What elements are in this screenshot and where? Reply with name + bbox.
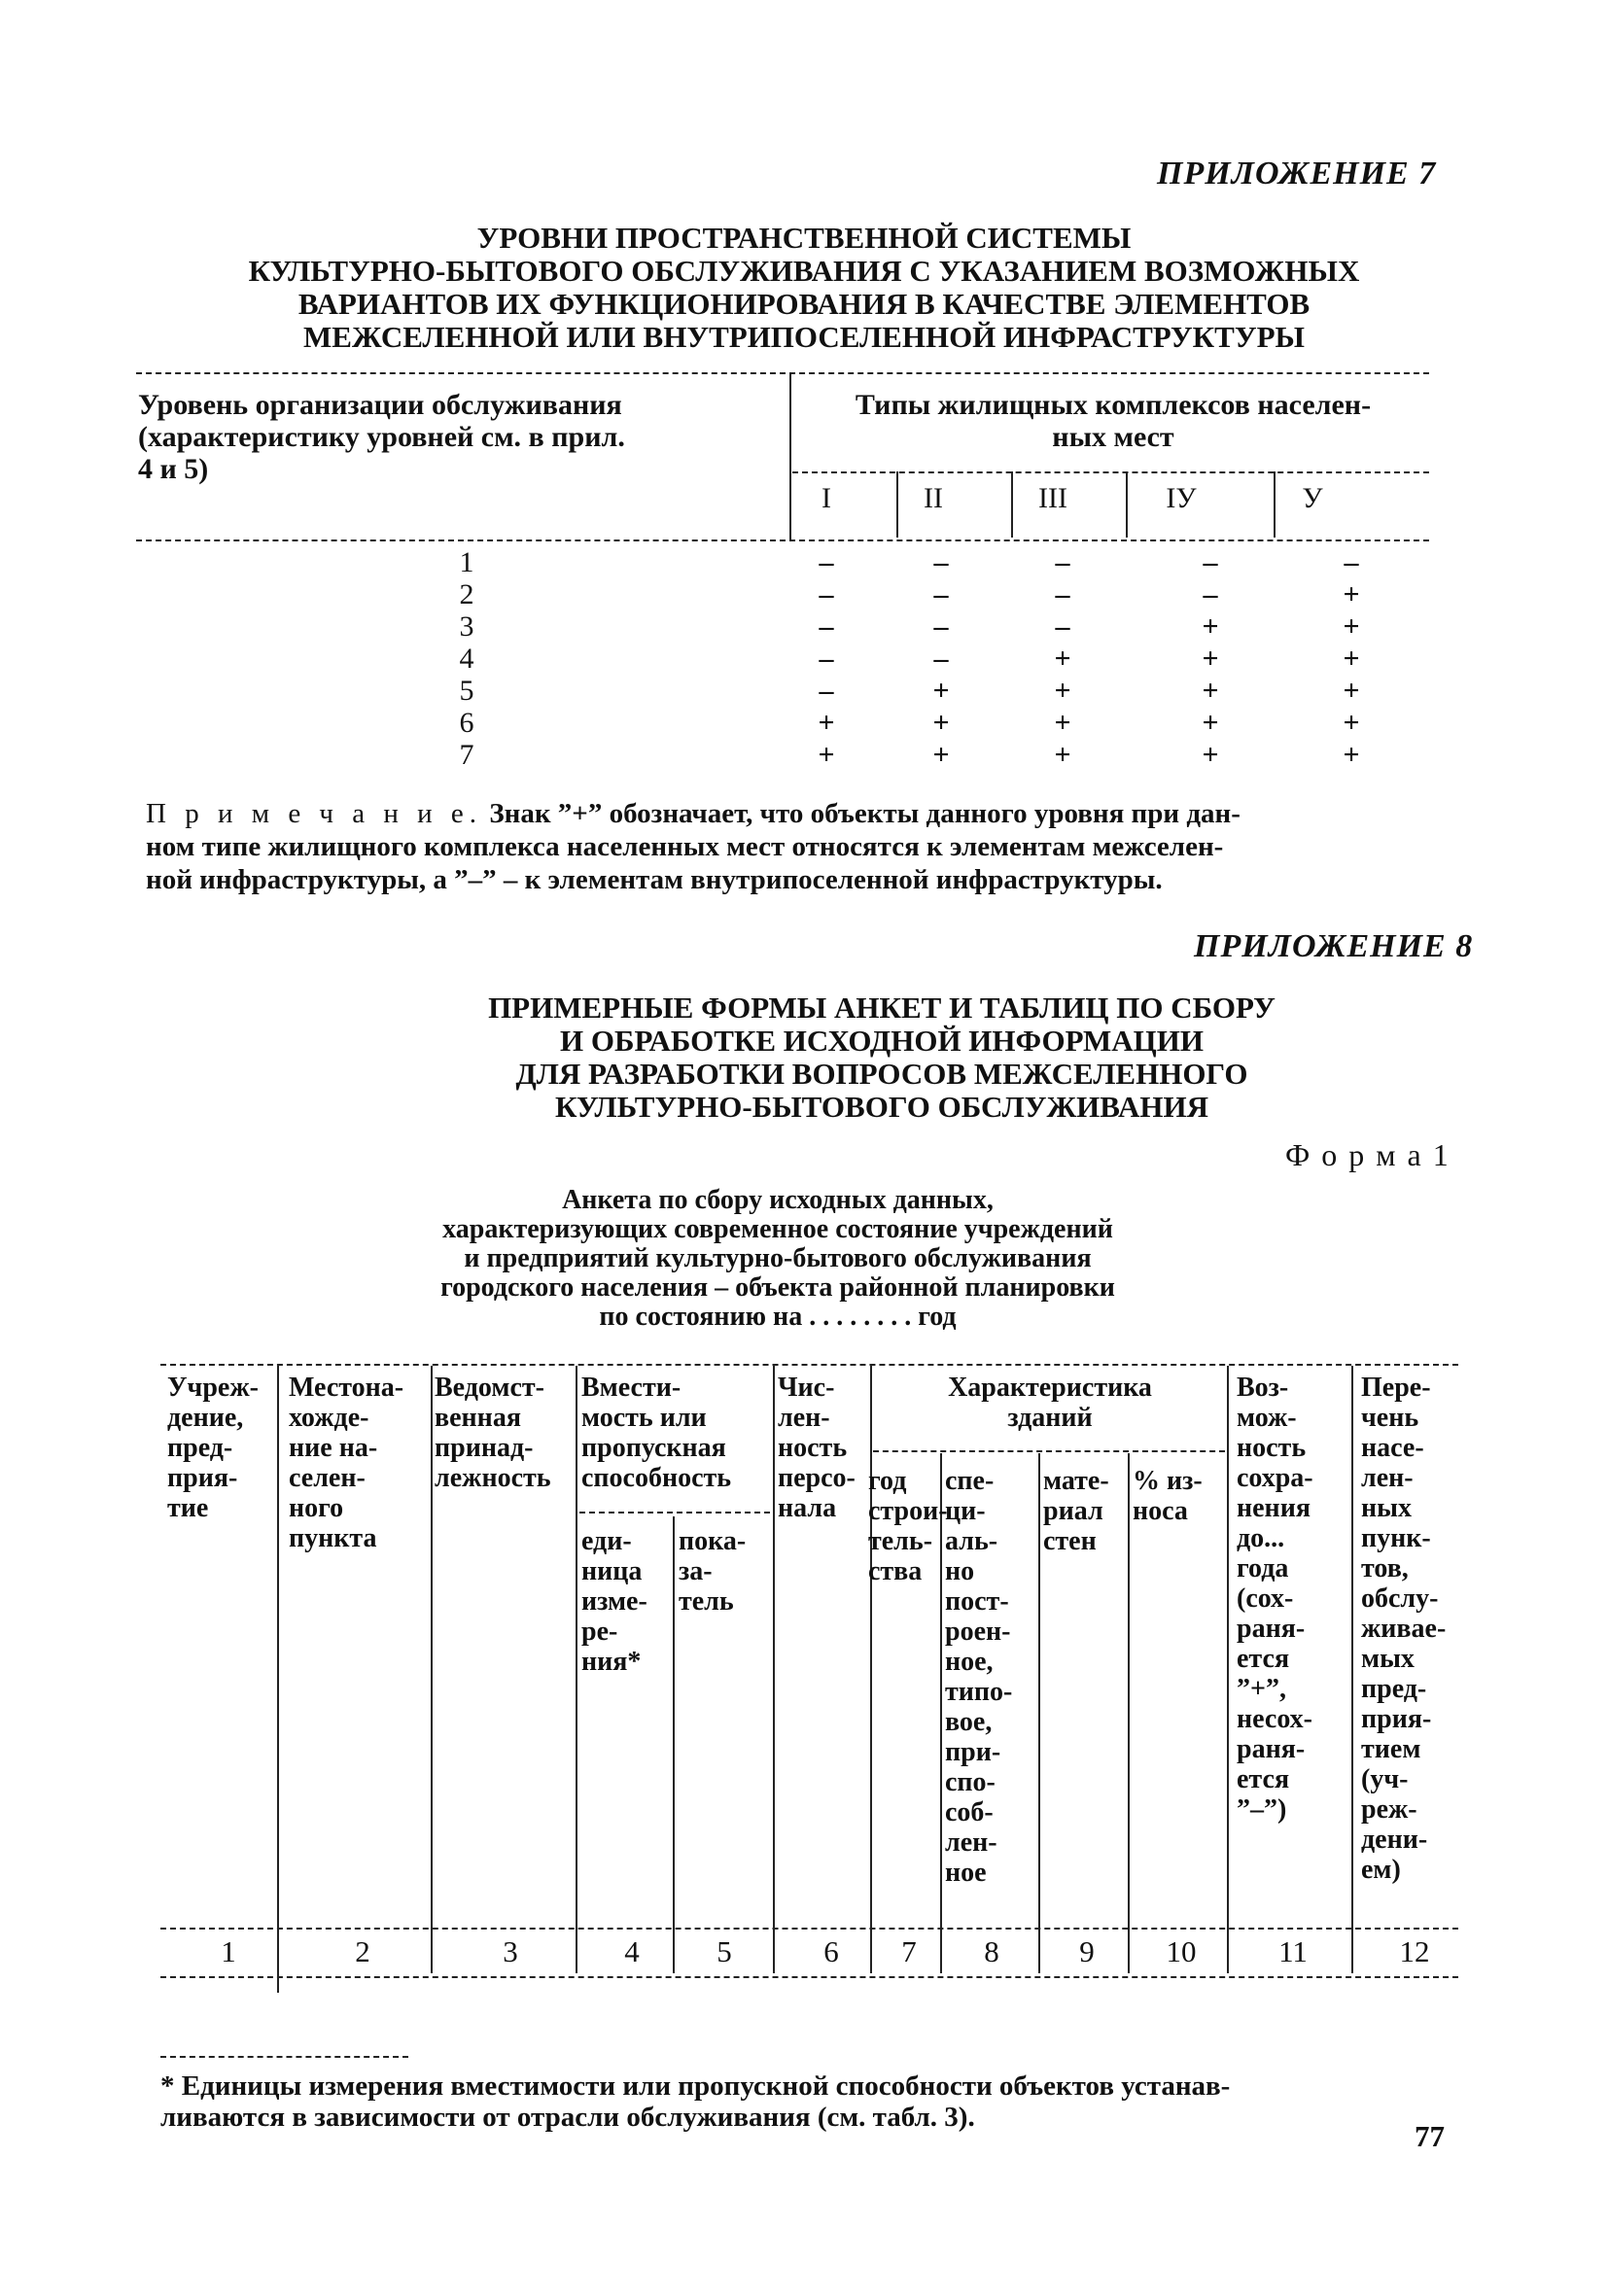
column-number: 9	[1079, 1934, 1095, 1968]
type-value-cell: +	[1202, 643, 1219, 675]
type-value-cell: –	[1203, 546, 1218, 578]
type-value-cell: +	[1054, 675, 1071, 707]
level-cell: 1	[459, 546, 474, 578]
type-header-4: IУ	[1166, 482, 1197, 514]
col-divider-1	[277, 1366, 279, 1993]
footnote: * Единицы измерения вместимости или пропускной способности объектов устанав- ливаются в зависимости от отрасли обслуживания (см. табл. 3).	[160, 2070, 1231, 2133]
building-subrule	[873, 1450, 1225, 1452]
type-value-cell: +	[1054, 707, 1071, 739]
col-build-type: спе- ци- аль- но пост- роен- ное, типо- вое, при- спо- соб- лен- ное	[945, 1466, 1013, 1888]
col-settlements: Пере- чень насе- лен- ных пунк- тов, обслу- живае- мых пред- прия- тием (уч- реж- дени- ем)	[1361, 1373, 1447, 1885]
appendix7-label: ПРИЛОЖЕНИЕ 7	[1157, 156, 1437, 191]
form-rule-bottom	[160, 1976, 1458, 1978]
level-column-header: Уровень организации обслуживания (характеристику уровней см. в прил. 4 и 5)	[138, 389, 625, 485]
type-value-cell: +	[1202, 739, 1219, 771]
note-label: П р и м е ч а н и е.	[146, 798, 483, 829]
type-header-2: II	[924, 482, 943, 514]
types-divider-1	[896, 471, 898, 538]
level-cell: 2	[459, 578, 474, 610]
table-divider	[789, 374, 791, 541]
col-staff: Чис- лен- ность персо- нала	[778, 1373, 856, 1523]
column-number: 12	[1399, 1934, 1430, 1968]
type-header-3: III	[1038, 482, 1067, 514]
capacity-subrule	[579, 1512, 770, 1513]
column-number: 5	[717, 1934, 732, 1968]
column-number: 1	[221, 1934, 236, 1968]
type-value-cell: +	[1202, 707, 1219, 739]
col-capacity: Вмести- мость или пропускная способность	[581, 1373, 732, 1493]
types-divider-3	[1126, 471, 1128, 538]
type-value-cell: –	[1344, 546, 1359, 578]
form-label: Ф о р м а 1	[1285, 1137, 1451, 1172]
type-value-cell: –	[1055, 578, 1070, 610]
level-cell: 7	[459, 739, 474, 771]
type-value-cell: +	[1202, 675, 1219, 707]
type-value-cell: –	[819, 610, 834, 643]
type-value-cell: –	[819, 546, 834, 578]
column-number: 8	[984, 1934, 999, 1968]
col-divider-4-5	[673, 1516, 675, 1973]
col-divider-2	[431, 1366, 433, 1973]
type-value-cell: –	[1055, 546, 1070, 578]
type-value-cell: –	[1203, 578, 1218, 610]
type-value-cell: +	[1343, 610, 1360, 643]
footnote-rule	[160, 2056, 408, 2058]
level-cell: 3	[459, 610, 474, 643]
table-rule-top	[136, 372, 1429, 374]
form-title: Анкета по сбору исходных данных, характеризующих современное состояние учреждений и предприятий культурно-бытового обслуживания городского населения – объекта районной планировки по состоянию на . . . . . . . . год	[440, 1185, 1115, 1332]
col-department: Ведомст- венная принад- лежность	[435, 1373, 551, 1493]
col-divider-6	[870, 1366, 872, 1973]
type-value-cell: +	[1343, 739, 1360, 771]
col-unit: еди- ница изме- ре- ния*	[581, 1526, 647, 1677]
page-number: 77	[1415, 2119, 1445, 2153]
col-indicator: пока- за- тель	[679, 1526, 747, 1617]
type-value-cell: +	[932, 707, 950, 739]
column-number: 4	[624, 1934, 640, 1968]
type-value-cell: +	[1202, 610, 1219, 643]
type-value-cell: –	[819, 675, 834, 707]
type-value-cell: +	[1343, 578, 1360, 610]
types-group-header: Типы жилищных комплексов населен- ных мест	[855, 389, 1372, 453]
appendix7-note	[146, 797, 1439, 896]
col-divider-8	[1038, 1453, 1040, 1973]
column-number: 7	[901, 1934, 917, 1968]
level-cell: 6	[459, 707, 474, 739]
level-cell: 5	[459, 675, 474, 707]
col-divider-11	[1351, 1366, 1353, 1973]
type-value-cell: –	[819, 643, 834, 675]
type-value-cell: –	[933, 643, 949, 675]
col-wall-material: мате- риал стен	[1043, 1466, 1109, 1556]
col-divider-3	[576, 1366, 577, 1973]
table-rule-header	[136, 539, 1429, 541]
type-value-cell: +	[1054, 643, 1071, 675]
column-number: 6	[823, 1934, 839, 1968]
type-value-cell: +	[1343, 707, 1360, 739]
type-value-cell: –	[933, 578, 949, 610]
type-value-cell: +	[1054, 739, 1071, 771]
col-preservation: Воз- мож- ность сохра- нения до... года (сох- раня- ется ”+”, несох- раня- ется ”–”)	[1237, 1373, 1313, 1825]
col-divider-10	[1227, 1366, 1229, 1973]
type-value-cell: +	[1343, 675, 1360, 707]
type-value-cell: +	[1343, 643, 1360, 675]
column-number: 11	[1278, 1934, 1308, 1968]
col-wear: % из- носа	[1133, 1466, 1203, 1526]
note-text: Знак ”+” обозначает, что объекты данного уровня при дан- ном типе жилищного комплекса населенных мест относятся к элементам межселен- ной инфраструктуры, а ”–” – к элементам внутрипоселенной инфраструктуры.	[146, 798, 1241, 895]
type-value-cell: –	[819, 578, 834, 610]
type-value-cell: –	[1055, 610, 1070, 643]
types-rule	[792, 471, 1429, 473]
appendix8-title: ПРИМЕРНЫЕ ФОРМЫ АНКЕТ И ТАБЛИЦ ПО СБОРУ И ОБРАБОТКЕ ИСХОДНОЙ ИНФОРМАЦИИ ДЛЯ РАЗРАБОТКИ ВОПРОСОВ МЕЖСЕЛЕННОГО КУЛЬТУРНО-БЫТОВОГО ОБСЛУЖИВАНИЯ	[488, 991, 1276, 1124]
level-cell: 4	[459, 643, 474, 675]
col-location: Местона- хожде- ние на- селен- ного пункта	[289, 1373, 404, 1553]
form-rule-top	[160, 1364, 1458, 1366]
type-value-cell: +	[932, 675, 950, 707]
type-value-cell: –	[933, 546, 949, 578]
type-value-cell: –	[933, 610, 949, 643]
col-building-group: Характеристика зданий	[948, 1373, 1152, 1433]
type-header-5: У	[1302, 482, 1323, 514]
type-value-cell: +	[818, 707, 835, 739]
col-build-year: год строи- тель- ства	[868, 1466, 948, 1586]
column-number: 3	[503, 1934, 518, 1968]
form-rule-header	[160, 1928, 1458, 1930]
type-value-cell: +	[932, 739, 950, 771]
col-institution: Учреж- дение, пред- прия- тие	[167, 1373, 259, 1523]
type-header-1: I	[821, 482, 831, 514]
type-value-cell: +	[818, 739, 835, 771]
column-number: 2	[355, 1934, 370, 1968]
appendix8-label: ПРИЛОЖЕНИЕ 8	[1194, 928, 1474, 964]
appendix7-title: УРОВНИ ПРОСТРАНСТВЕННОЙ СИСТЕМЫ КУЛЬТУРНО-БЫТОВОГО ОБСЛУЖИВАНИЯ С УКАЗАНИЕМ ВОЗМОЖНЫХ ВАРИАНТОВ ИХ ФУНКЦИОНИРОВАНИЯ В КАЧЕСТВЕ ЭЛЕМЕНТОВ МЕЖСЕЛЕННОЙ ИЛИ ВНУТРИПОСЕЛЕННОЙ ИНФРАСТРУКТУРЫ	[248, 221, 1360, 354]
col-divider-5	[773, 1366, 775, 1973]
types-divider-4	[1274, 471, 1276, 538]
types-divider-2	[1011, 471, 1013, 538]
column-number: 10	[1166, 1934, 1197, 1968]
col-divider-9	[1128, 1453, 1130, 1973]
